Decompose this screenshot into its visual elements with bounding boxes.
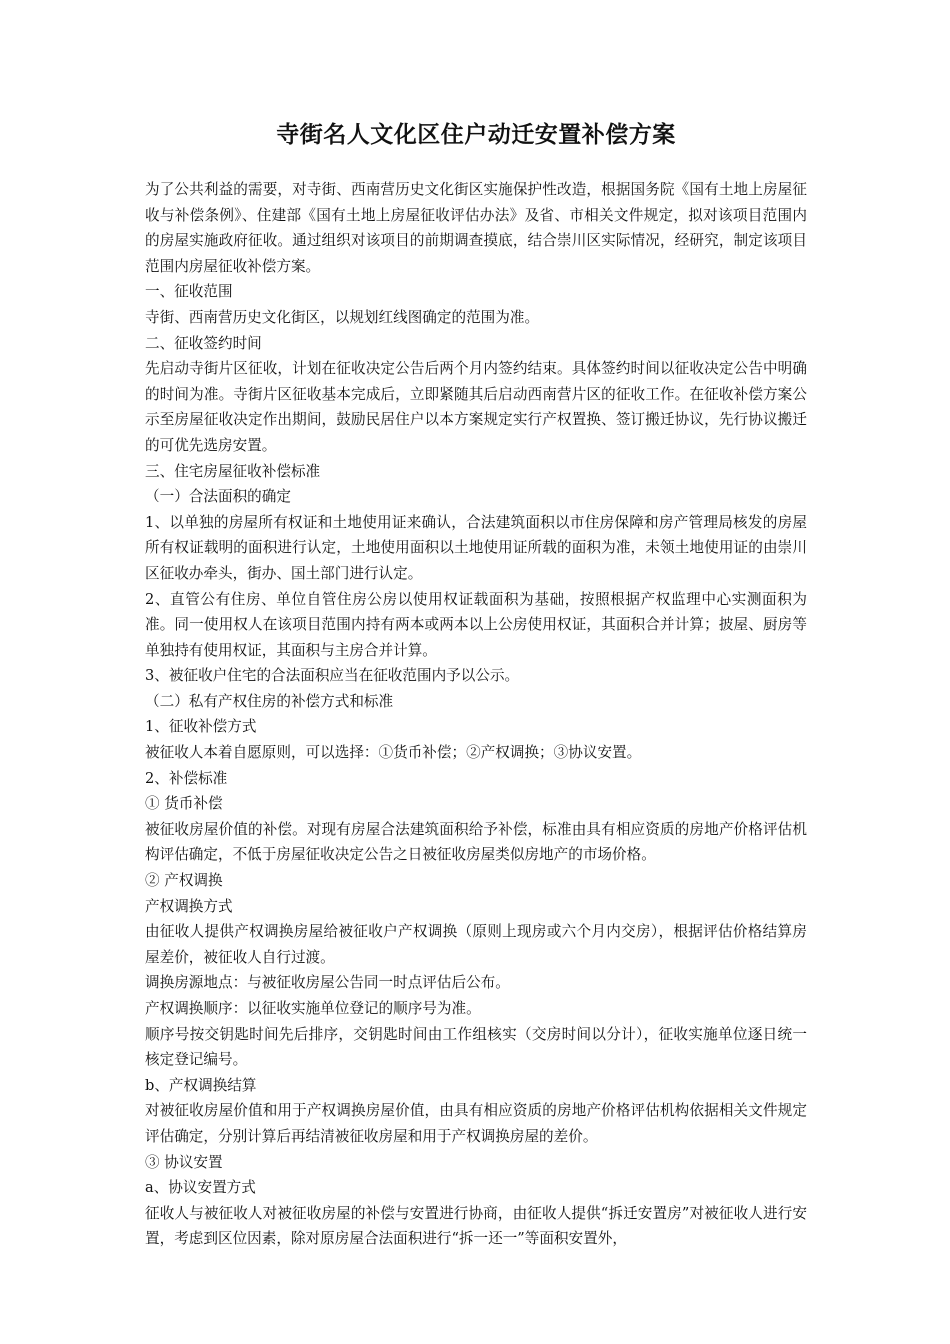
item-heading: 2、补偿标准 xyxy=(145,769,228,787)
item-heading: 产权调换方式 xyxy=(145,897,233,915)
intro-paragraph: 为了公共利益的需要，对寺街、西南营历史文化街区实施保护性改造，根据国务院《国有土地上房屋征收与补偿条例》、住建部《国有土地上房屋征收评估办法》及省、市相关文件规定，拟对该项目范围内的房屋实施政府征收。通过组织对该项目的前期调查摸底，结合崇川区实际情况，经研究，制定该项目范围内房屋征收补偿方案。 xyxy=(145,181,807,275)
item-heading: ③ 协议安置 xyxy=(145,1153,223,1171)
paragraph: 1、以单独的房屋所有权证和土地使用证来确认，合法建筑面积以市住房保障和房产管理局核发的房屋所有权证载明的面积进行认定，土地使用面积以土地使用证所载的面积为准，未领土地使用证的由崇川区征收办牵头，街办、国土部门进行认定。 xyxy=(145,513,807,582)
subsection-heading: （一）合法面积的确定 xyxy=(145,488,291,506)
subsection-heading: （二）私有产权住房的补偿方式和标准 xyxy=(145,692,394,710)
section-heading: 二、征收签约时间 xyxy=(145,334,262,352)
paragraph: 对被征收房屋价值和用于产权调换房屋价值，由具有相应资质的房地产价格评估机构依据相关文件规定评估确定，分别计算后再结清被征收房屋和用于产权调换房屋的差价。 xyxy=(145,1102,807,1145)
item-heading: b、产权调换结算 xyxy=(145,1076,257,1094)
paragraph: 3、被征收户住宅的合法面积应当在征收范围内予以公示。 xyxy=(145,667,520,685)
item-heading: 1、征收补偿方式 xyxy=(145,718,257,736)
item-heading: ② 产权调换 xyxy=(145,872,223,890)
section-heading: 三、住宅房屋征收补偿标准 xyxy=(145,462,321,480)
item-heading: a、协议安置方式 xyxy=(145,1179,256,1197)
section-heading: 一、征收范围 xyxy=(145,283,233,301)
document-body xyxy=(145,177,807,1252)
paragraph: 产权调换顺序：以征收实施单位登记的顺序号为准。 xyxy=(145,1000,481,1017)
paragraph: 先启动寺街片区征收，计划在征收决定公告后两个月内签约结束。具体签约时间以征收决定公告中明确的时间为准。寺街片区征收基本完成后，立即紧随其后启动西南营片区的征收工作。在征收补偿方案公示至房屋征收决定作出期间，鼓励民居住户以本方案规定实行产权置换、签订搬迁协议，先行协议搬迁的可优先选房安置。 xyxy=(145,360,807,454)
paragraph: 调换房源地点：与被征收房屋公告同一时点评估后公布。 xyxy=(145,974,510,992)
paragraph: 被征收人本着自愿原则，可以选择：①货币补偿；②产权调换；③协议安置。 xyxy=(145,744,642,762)
document-title: 寺街名人文化区住户动迁安置补偿方案 xyxy=(276,121,676,148)
paragraph: 2、直管公有住房、单位自管住房公房以使用权证载面积为基础，按照根据产权监理中心实测面积为准。同一使用权人在该项目范围内持有两本或两本以上公房使用权证，其面积合并计算；披屋、厨房等单独持有使用权证，其面积与主房合并计算。 xyxy=(145,590,807,659)
paragraph: 由征收人提供产权调换房屋给被征收户产权调换（原则上现房或六个月内交房），根据评估价格结算房屋差价，被征收人自行过渡。 xyxy=(145,923,807,966)
paragraph: 被征收房屋价值的补偿。对现有房屋合法建筑面积给予补偿，标准由具有相应资质的房地产价格评估机构评估确定，不低于房屋征收决定公告之日被征收房屋类似房地产的市场价格。 xyxy=(145,820,807,864)
paragraph: 寺街、西南营历史文化街区，以规划红线图确定的范围为准。 xyxy=(145,308,540,326)
paragraph: 顺序号按交钥匙时间先后排序，交钥匙时间由工作组核实（交房时间以分计），征收实施单位逐日统一核定登记编号。 xyxy=(145,1025,807,1069)
item-heading: ① 货币补偿 xyxy=(145,795,223,813)
paragraph: 征收人与被征收人对被征收房屋的补偿与安置进行协商，由征收人提供“拆迁安置房”对被征收人进行安置，考虑到区位因素，除对原房屋合法面积进行“拆一还一”等面积安置外， xyxy=(145,1204,807,1248)
